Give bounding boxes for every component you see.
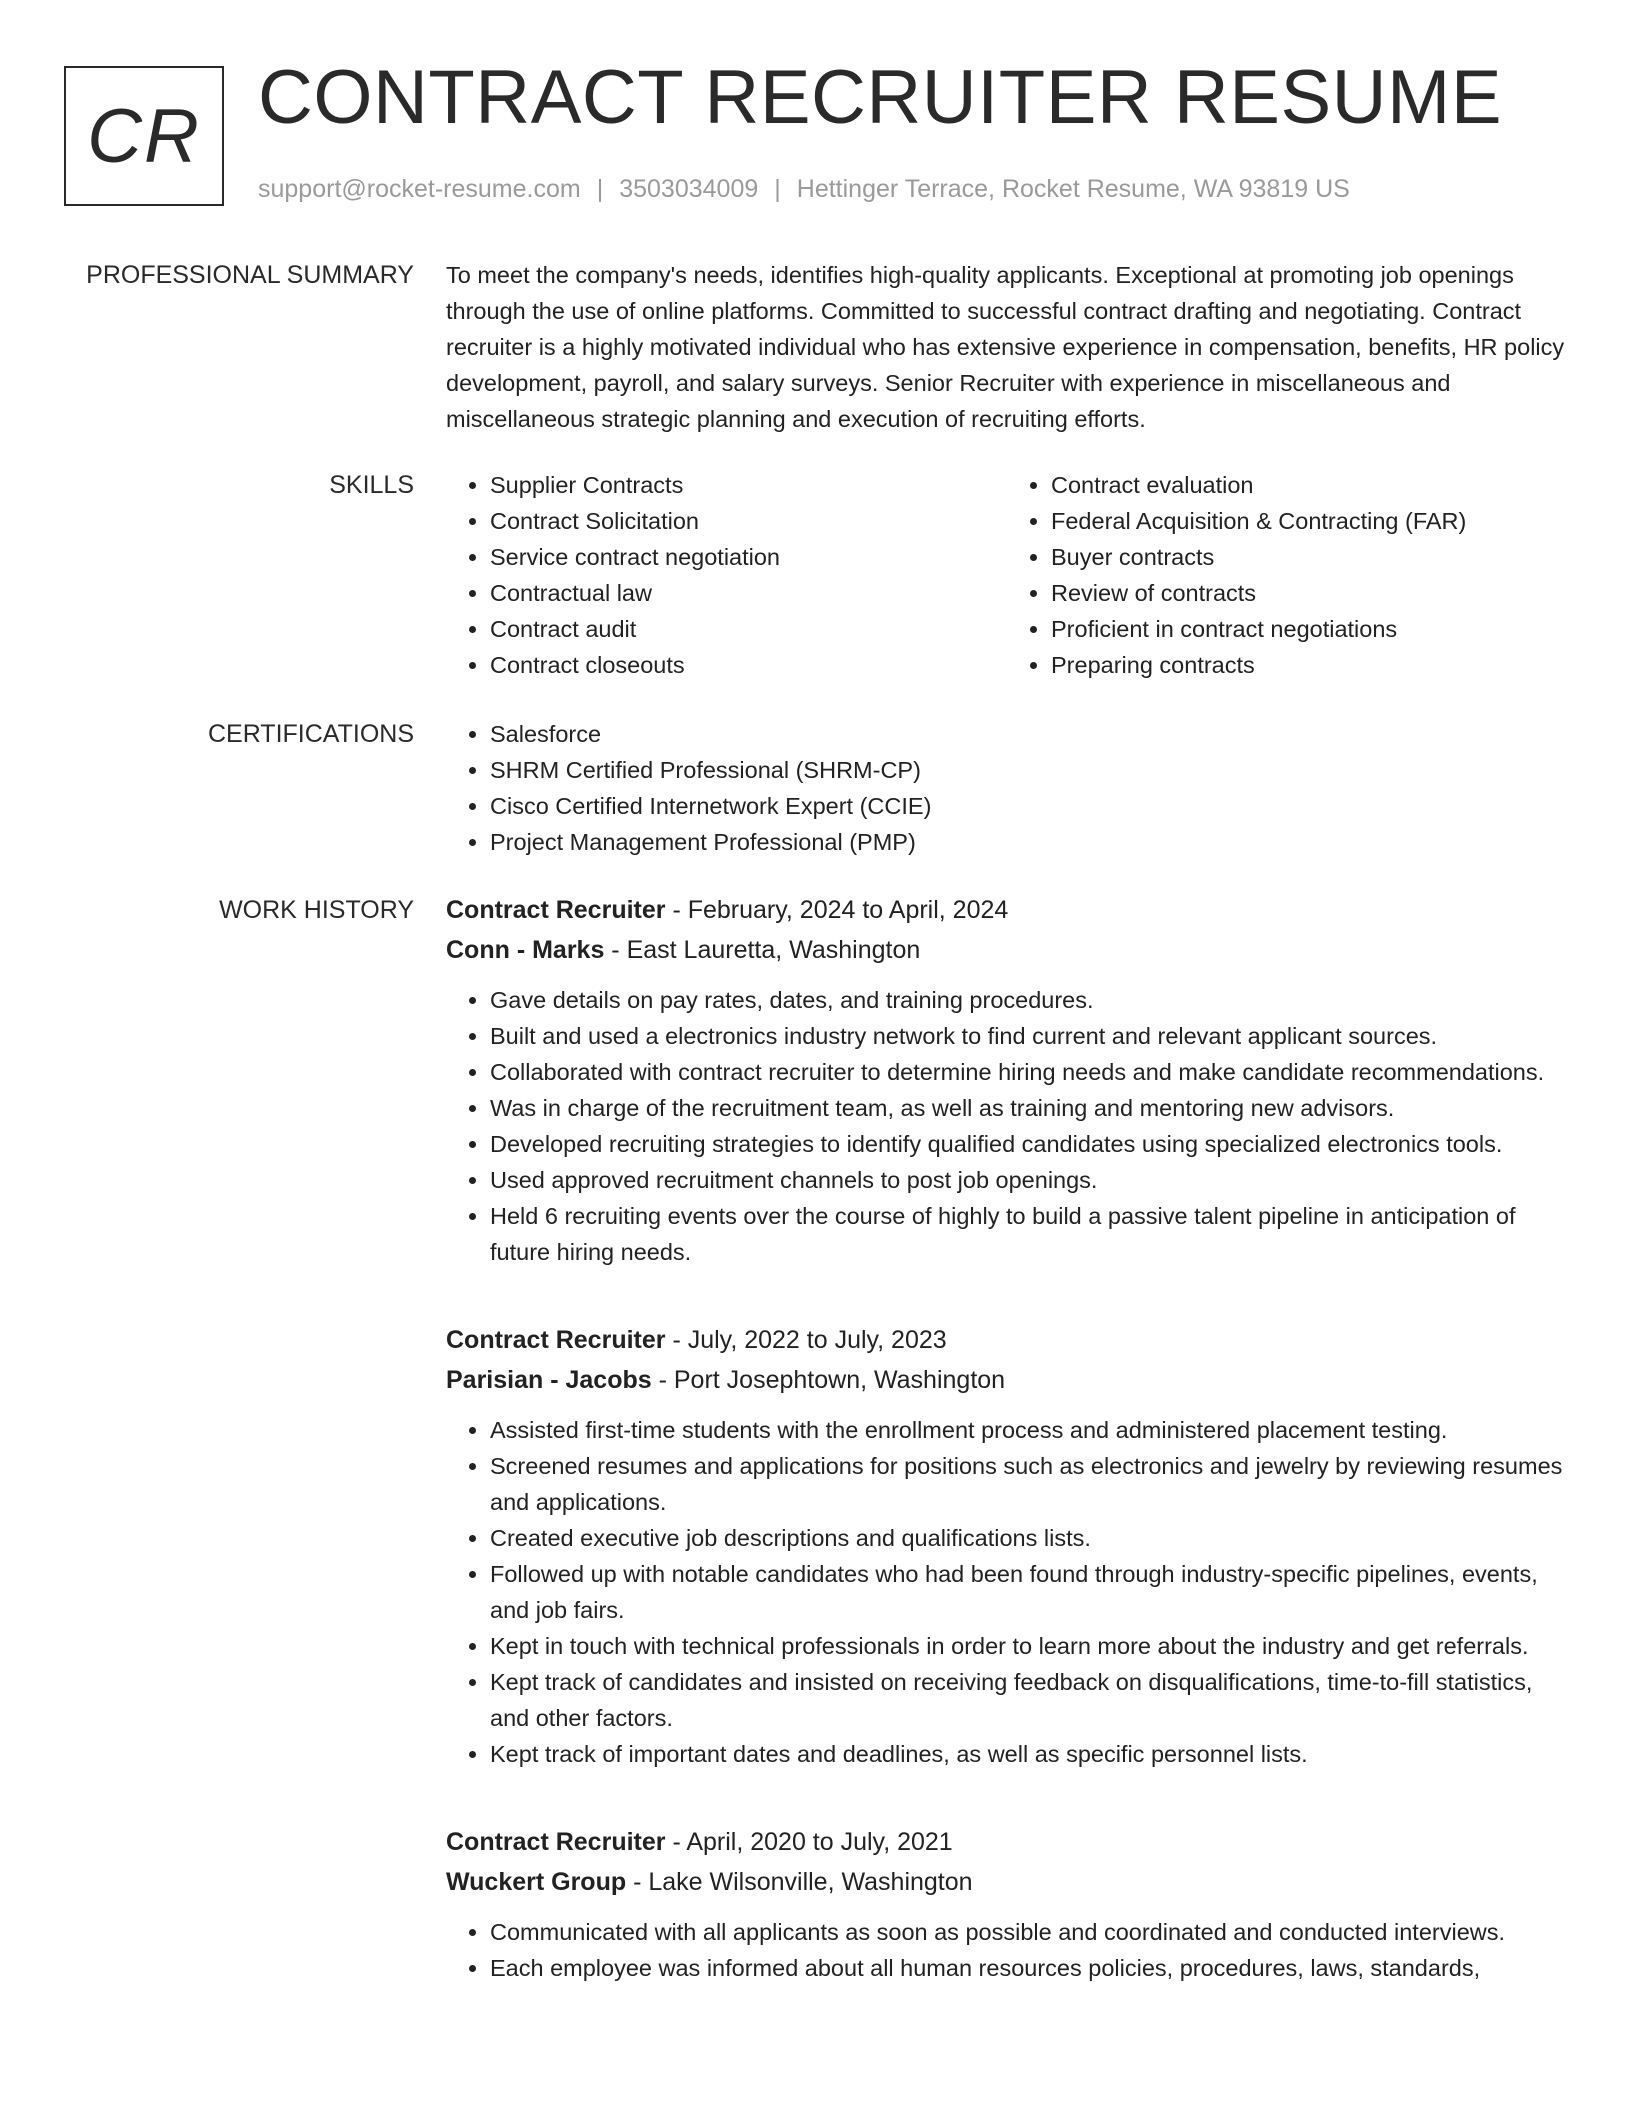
job-bullet: • Used approved recruitment channels to post job openings. (490, 1162, 1568, 1198)
skill-item: • Proficient in contract negotiations (1051, 611, 1568, 647)
job-title: Contract Recruiter (446, 1326, 666, 1354)
job-bullets (446, 982, 1568, 1270)
job-title: Contract Recruiter (446, 1828, 666, 1856)
section-label-skills: SKILLS (329, 471, 414, 499)
summary-body (446, 257, 1568, 437)
resume-title: CONTRACT RECRUITER RESUME (258, 55, 1503, 140)
skill-item: • Contract Solicitation (490, 503, 1007, 539)
contact-separator: | (774, 175, 781, 203)
skills-list-right (1007, 467, 1568, 683)
skill-item: • Contract audit (490, 611, 1007, 647)
skill-item: • Contractual law (490, 575, 1007, 611)
job-bullet: • Communicated with all applicants as soon as possible and coordinated and conducted interviews. (490, 1914, 1568, 1950)
skill-item: • Preparing contracts (1051, 647, 1568, 683)
job-bullet: • Built and used a electronics industry network to find current and relevant applicant sources. (490, 1018, 1568, 1054)
skills-body (446, 467, 1568, 683)
skill-item: • Service contract negotiation (490, 539, 1007, 575)
skill-item: • Review of contracts (1051, 575, 1568, 611)
contact-separator: | (596, 175, 604, 203)
job-bullet: • Assisted first-time students with the enrollment process and administered placement testing. (490, 1412, 1568, 1448)
job-bullet: • Held 6 recruiting events over the course of highly to build a passive talent pipeline in anticipation of future hiring needs. (490, 1198, 1568, 1270)
job-company-line (446, 1360, 1568, 1400)
skill-item: • Buyer contracts (1051, 539, 1568, 575)
job-dates: - April, 2020 to July, 2021 (665, 1828, 953, 1856)
job-bullet: • Each employee was informed about all human resources policies, procedures, laws, standards, (490, 1950, 1568, 1986)
job-location: - Port Josephtown, Washington (651, 1366, 1006, 1394)
certification-item: • Cisco Certified Internetwork Expert (CCIE) (490, 788, 1568, 824)
job-title-line (446, 1320, 1568, 1360)
section-label-summary: PROFESSIONAL SUMMARY (86, 261, 414, 289)
job-bullet: • Kept in touch with technical professionals in order to learn more about the industry and get referrals. (490, 1628, 1568, 1664)
job-entry (446, 1822, 1568, 1986)
certification-item: • SHRM Certified Professional (SHRM-CP) (490, 752, 1568, 788)
certifications-body (446, 716, 1568, 860)
job-title: Contract Recruiter (446, 896, 666, 924)
certification-item: • Salesforce (490, 716, 1568, 752)
skill-item: • Supplier Contracts (490, 467, 1007, 503)
certifications-list (446, 716, 1568, 860)
job-bullet: • Followed up with notable candidates who had been found through industry-specific pipelines, events, and job fairs. (490, 1556, 1568, 1628)
job-bullet: • Collaborated with contract recruiter to determine hiring needs and make candidate recommendations. (490, 1054, 1568, 1090)
job-bullet: • Gave details on pay rates, dates, and training procedures. (490, 982, 1568, 1018)
job-bullet: • Was in charge of the recruitment team, as well as training and mentoring new advisors. (490, 1090, 1568, 1126)
job-entry (446, 1320, 1568, 1772)
job-bullet: • Screened resumes and applications for positions such as electronics and jewelry by reviewing resumes and applications. (490, 1448, 1568, 1520)
job-company: Conn - Marks (446, 936, 605, 964)
job-bullets (446, 1914, 1568, 1986)
contact-address: Hettinger Terrace, Rocket Resume, WA 93819 US (796, 175, 1350, 203)
job-bullet: • Developed recruiting strategies to identify qualified candidates using specialized electronics tools. (490, 1126, 1568, 1162)
job-location: - Lake Wilsonville, Washington (626, 1868, 973, 1896)
job-dates: - February, 2024 to April, 2024 (665, 896, 1009, 924)
job-title-line (446, 1822, 1568, 1862)
work-history-body (446, 890, 1568, 2036)
contact-phone: 3503034009 (619, 175, 759, 203)
contact-line (258, 175, 1350, 204)
job-bullet: • Kept track of important dates and deadlines, as well as specific personnel lists. (490, 1736, 1568, 1772)
skills-list-left (446, 467, 1007, 683)
job-dates: - July, 2022 to July, 2023 (665, 1326, 947, 1354)
job-company-line (446, 1862, 1568, 1902)
section-label-certifications: CERTIFICATIONS (207, 720, 414, 748)
job-title-line (446, 890, 1568, 930)
skill-item: • Contract closeouts (490, 647, 1007, 683)
job-location: - East Lauretta, Washington (604, 936, 921, 964)
job-company: Wuckert Group (446, 1868, 627, 1896)
summary-text: To meet the company's needs, identifies high-quality applicants. Exceptional at promoting job openings through the use of online platforms. Committed to successful contract drafting and negotiating. Contract recruiter is a highly motivated individual who has extensive experience in compensation, benefits, HR policy development, payroll, and salary surveys. Senior Recruiter with experience in miscellaneous and miscellaneous strategic planning and execution of recruiting efforts. (446, 262, 1565, 432)
job-bullet: • Kept track of candidates and insisted on receiving feedback on disqualifications, time-to-fill statistics, and other factors. (490, 1664, 1568, 1736)
skill-item: • Contract evaluation (1051, 467, 1568, 503)
monogram: CR (64, 66, 224, 206)
contact-email: support@rocket-resume.com (258, 175, 581, 203)
certification-item: • Project Management Professional (PMP) (490, 824, 1568, 860)
job-entry (446, 890, 1568, 1270)
job-bullet: • Created executive job descriptions and qualifications lists. (490, 1520, 1568, 1556)
skill-item: • Federal Acquisition & Contracting (FAR) (1051, 503, 1568, 539)
job-bullets (446, 1412, 1568, 1772)
job-company: Parisian - Jacobs (446, 1366, 652, 1394)
job-company-line (446, 930, 1568, 970)
section-label-work-history: WORK HISTORY (219, 896, 414, 924)
